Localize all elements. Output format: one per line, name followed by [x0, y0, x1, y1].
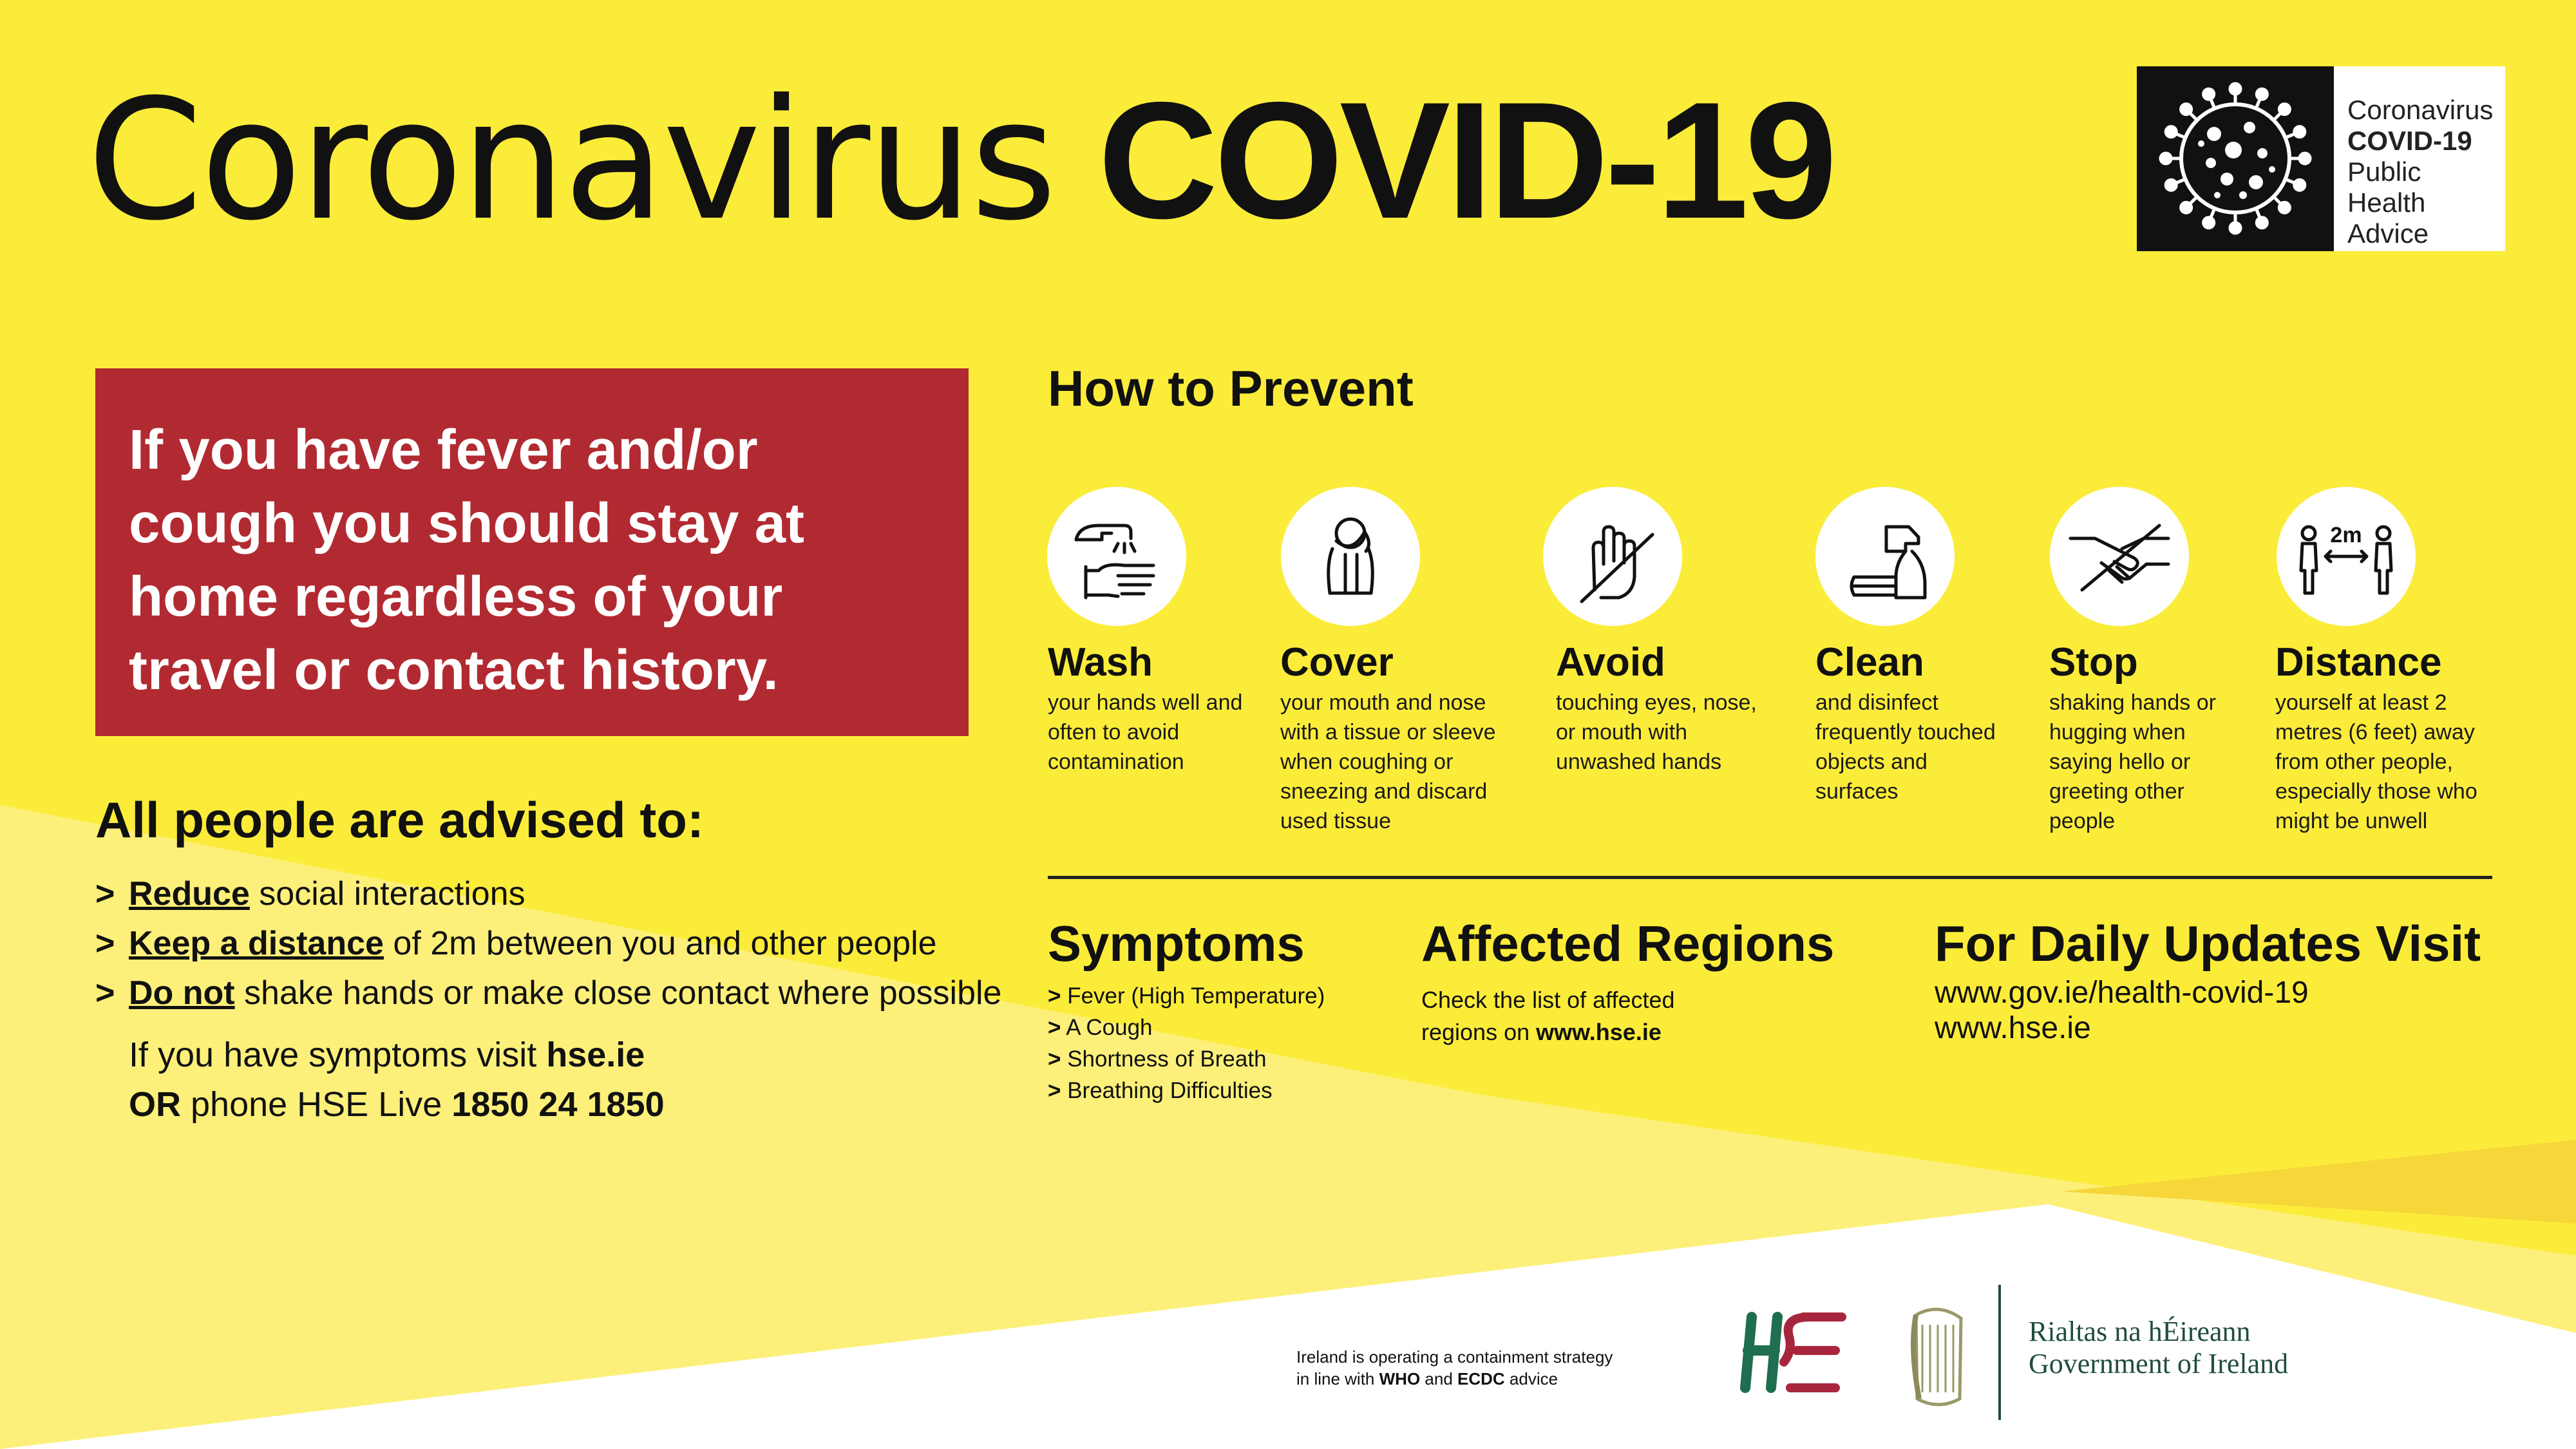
prevent-desc-stop: shaking hands or hugging when saying hello or greeting other people — [2049, 690, 2216, 833]
distance-2m-icon — [2277, 487, 2416, 626]
virus-icon — [2137, 66, 2334, 251]
government-of-ireland-logo — [2029, 1316, 2288, 1380]
list-marker: > — [1048, 1015, 1061, 1040]
list-marker: > — [95, 974, 115, 1012]
list-marker: > — [95, 875, 115, 913]
list-marker: > — [1048, 1046, 1061, 1072]
prevent-title-avoid: Avoid — [1556, 640, 1665, 685]
stay-home-alert — [95, 368, 969, 736]
note-and: and — [1420, 1369, 1457, 1388]
gov-divider — [1998, 1285, 2001, 1420]
hse-logo — [1739, 1311, 1855, 1394]
list-marker: > — [95, 925, 115, 962]
title-bold: COVID-19 — [1097, 67, 1833, 253]
section-divider — [1048, 876, 2492, 879]
advised-item-do-not — [95, 969, 1010, 1018]
prevent-desc-cover: your mouth and nose with a tissue or sleeve when coughing or sneezing and discard used tissue — [1280, 690, 1496, 833]
regions-heading: Affected Regions — [1421, 915, 1835, 972]
badge-line-2: COVID-19 — [2347, 126, 2472, 156]
harp-emblem-icon — [1903, 1302, 1974, 1410]
no-touch-hand-icon — [1543, 487, 1682, 626]
prevent-heading: How to Prevent — [1048, 360, 1414, 417]
symptoms-list — [1048, 980, 1325, 1106]
gov-ie-link[interactable]: www.gov.ie/health-covid-19 — [1935, 976, 2309, 1010]
regions-line-1: Check the list of affected — [1421, 987, 1675, 1013]
advised-emphasis: Do not — [129, 974, 235, 1012]
no-handshake-icon — [2050, 487, 2189, 626]
list-item — [1048, 1075, 1325, 1106]
prevent-desc-clean: and disinfect frequently touched objects and surfaces — [1815, 690, 1996, 804]
note-who: WHO — [1379, 1369, 1421, 1388]
prevent-title-clean: Clean — [1815, 640, 1924, 685]
advised-item-distance — [95, 919, 1010, 969]
prevent-desc-distance: yourself at least 2 metres (6 feet) away from other people, especially those who might be unwell — [2275, 690, 2477, 833]
cover-cough-icon — [1281, 487, 1420, 626]
gov-irish-name: Rialtas na hÉireann — [2029, 1316, 2251, 1347]
phone-or: OR — [129, 1085, 181, 1124]
prevent-title-distance: Distance — [2275, 640, 2442, 685]
hse-contact-info — [129, 1030, 665, 1130]
symptom-text: Shortness of Breath — [1067, 1046, 1267, 1072]
spray-bottle-icon — [1815, 487, 1955, 626]
advised-heading: All people are advised to: — [95, 791, 704, 848]
prevent-desc-wash: your hands well and often to avoid contamination — [1048, 690, 1243, 774]
alert-text: If you have fever and/or cough you should stay at home regardless of your travel or contact history. — [129, 419, 804, 701]
badge-line-4: Advice — [2347, 218, 2429, 249]
advised-rest: social interactions — [249, 875, 526, 913]
title-light: Coronavirus — [87, 64, 1055, 257]
page-title — [87, 64, 1833, 257]
distance-label: 2m — [2330, 523, 2362, 547]
prevent-title-cover: Cover — [1280, 640, 1394, 685]
hand-washing-icon — [1047, 487, 1186, 626]
badge-text — [2334, 66, 2505, 251]
symptom-text: A Cough — [1066, 1015, 1153, 1040]
phone-prefix: phone HSE Live — [181, 1085, 452, 1124]
list-marker: > — [1048, 1078, 1061, 1103]
advised-emphasis: Reduce — [129, 875, 250, 913]
advised-list — [95, 869, 1010, 1018]
visit-prefix: If you have symptoms visit — [129, 1036, 547, 1074]
advised-rest: of 2m between you and other people — [383, 925, 937, 962]
list-item — [1048, 1012, 1325, 1043]
symptom-text: Fever (High Temperature) — [1067, 983, 1325, 1009]
note-line-1: Ireland is operating a containment strategy — [1296, 1347, 1613, 1367]
phone-number[interactable]: 1850 24 1850 — [451, 1085, 665, 1124]
regions-prefix: regions on — [1421, 1019, 1537, 1045]
badge-line-1: Coronavirus — [2347, 95, 2494, 125]
regions-text — [1421, 984, 1675, 1048]
prevent-desc-avoid: touching eyes, nose, or mouth with unwashed hands — [1556, 690, 1757, 774]
advised-item-reduce — [95, 869, 1010, 919]
note-line-2 — [1296, 1368, 1613, 1390]
gov-english-name: Government of Ireland — [2029, 1348, 2289, 1379]
public-health-badge — [2137, 66, 2505, 251]
hse-ie-link[interactable]: www.hse.ie — [1935, 1011, 2091, 1045]
prevent-title-stop: Stop — [2049, 640, 2138, 685]
symptom-text: Breathing Difficulties — [1067, 1078, 1273, 1103]
note-ecdc: ECDC — [1457, 1369, 1505, 1388]
list-item — [1048, 980, 1325, 1012]
prevent-title-wash: Wash — [1048, 640, 1153, 685]
badge-line-3: Public Health — [2347, 156, 2426, 218]
updates-heading: For Daily Updates Visit — [1935, 915, 2481, 972]
list-item — [1048, 1043, 1325, 1075]
regions-line-2 — [1421, 1016, 1675, 1048]
note-suffix: advice — [1504, 1369, 1558, 1388]
updates-links — [1935, 975, 2309, 1046]
advised-rest: shake hands or make close contact where possible — [234, 974, 1002, 1012]
phone-line — [129, 1080, 665, 1130]
regions-link[interactable]: www.hse.ie — [1536, 1019, 1662, 1045]
containment-note — [1296, 1346, 1613, 1390]
note-prefix: in line with — [1296, 1369, 1379, 1388]
hse-site-link[interactable]: hse.ie — [546, 1036, 645, 1074]
virus-icon-panel — [2137, 66, 2334, 251]
symptoms-visit-line — [129, 1030, 665, 1080]
list-marker: > — [1048, 983, 1061, 1009]
symptoms-heading: Symptoms — [1048, 915, 1305, 972]
advised-emphasis: Keep a distance — [129, 925, 384, 962]
